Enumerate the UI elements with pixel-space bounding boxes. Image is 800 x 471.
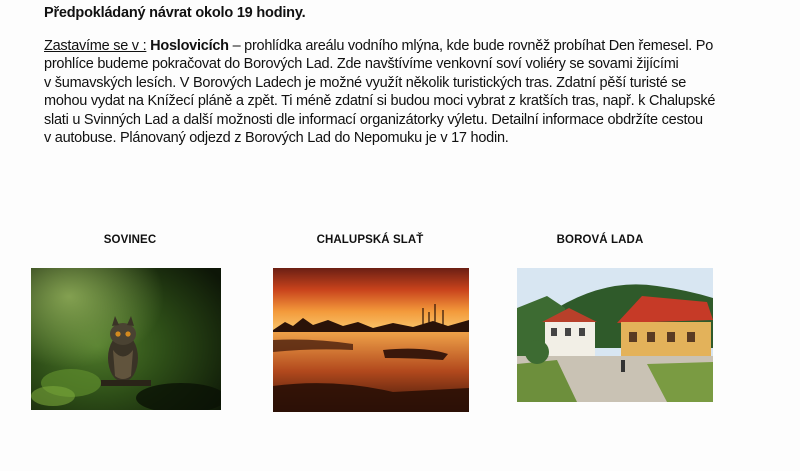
paragraph-line-6: v autobuse. Plánovaný odjezd z Borových Lad do Nepomuku je v 17 hodin. <box>44 130 509 147</box>
itinerary-paragraph <box>44 37 774 147</box>
paragraph-line-3: v šumavských lesích. V Borových Ladech je možné využít několik turistických tras. Zdatní pěší turisté se <box>44 74 687 91</box>
owl-photo <box>31 268 221 410</box>
paragraph-line-2: prohlíce budeme pokračovat do Borových Lad. Zde navštívíme venkovní soví voliéry se sovami žijícími <box>44 56 679 73</box>
caption-borova-lada: BOROVÁ LADA <box>556 234 644 246</box>
paragraph-line-1-text: – prohlídka areálu vodního mlýna, kde bude rovněž probíhat Den řemesel. Po <box>228 38 714 54</box>
stops-lead: Zastavíme se v : <box>44 38 147 54</box>
bog-lake-photo <box>273 268 469 412</box>
paragraph-line-5: slati u Svinných Lad a další možnosti dle informací organizátorky výletu. Detailní informace obdržíte cestou <box>44 111 703 128</box>
place-name: Hoslovicích <box>150 38 229 54</box>
caption-chalupska-slat: CHALUPSKÁ SLAŤ <box>316 234 424 246</box>
return-time-line: Předpokládaný návrat okolo 19 hodiny. <box>44 5 306 21</box>
paragraph-line-4: mohou vydat na Knížecí pláně a zpět. Ti méně zdatní si budou moci vybrat z kratších tras, např. k Chalupské <box>44 93 716 110</box>
caption-sovinec: SOVINEC <box>103 234 157 246</box>
village-photo <box>517 268 713 402</box>
paragraph-line-1 <box>44 37 774 55</box>
